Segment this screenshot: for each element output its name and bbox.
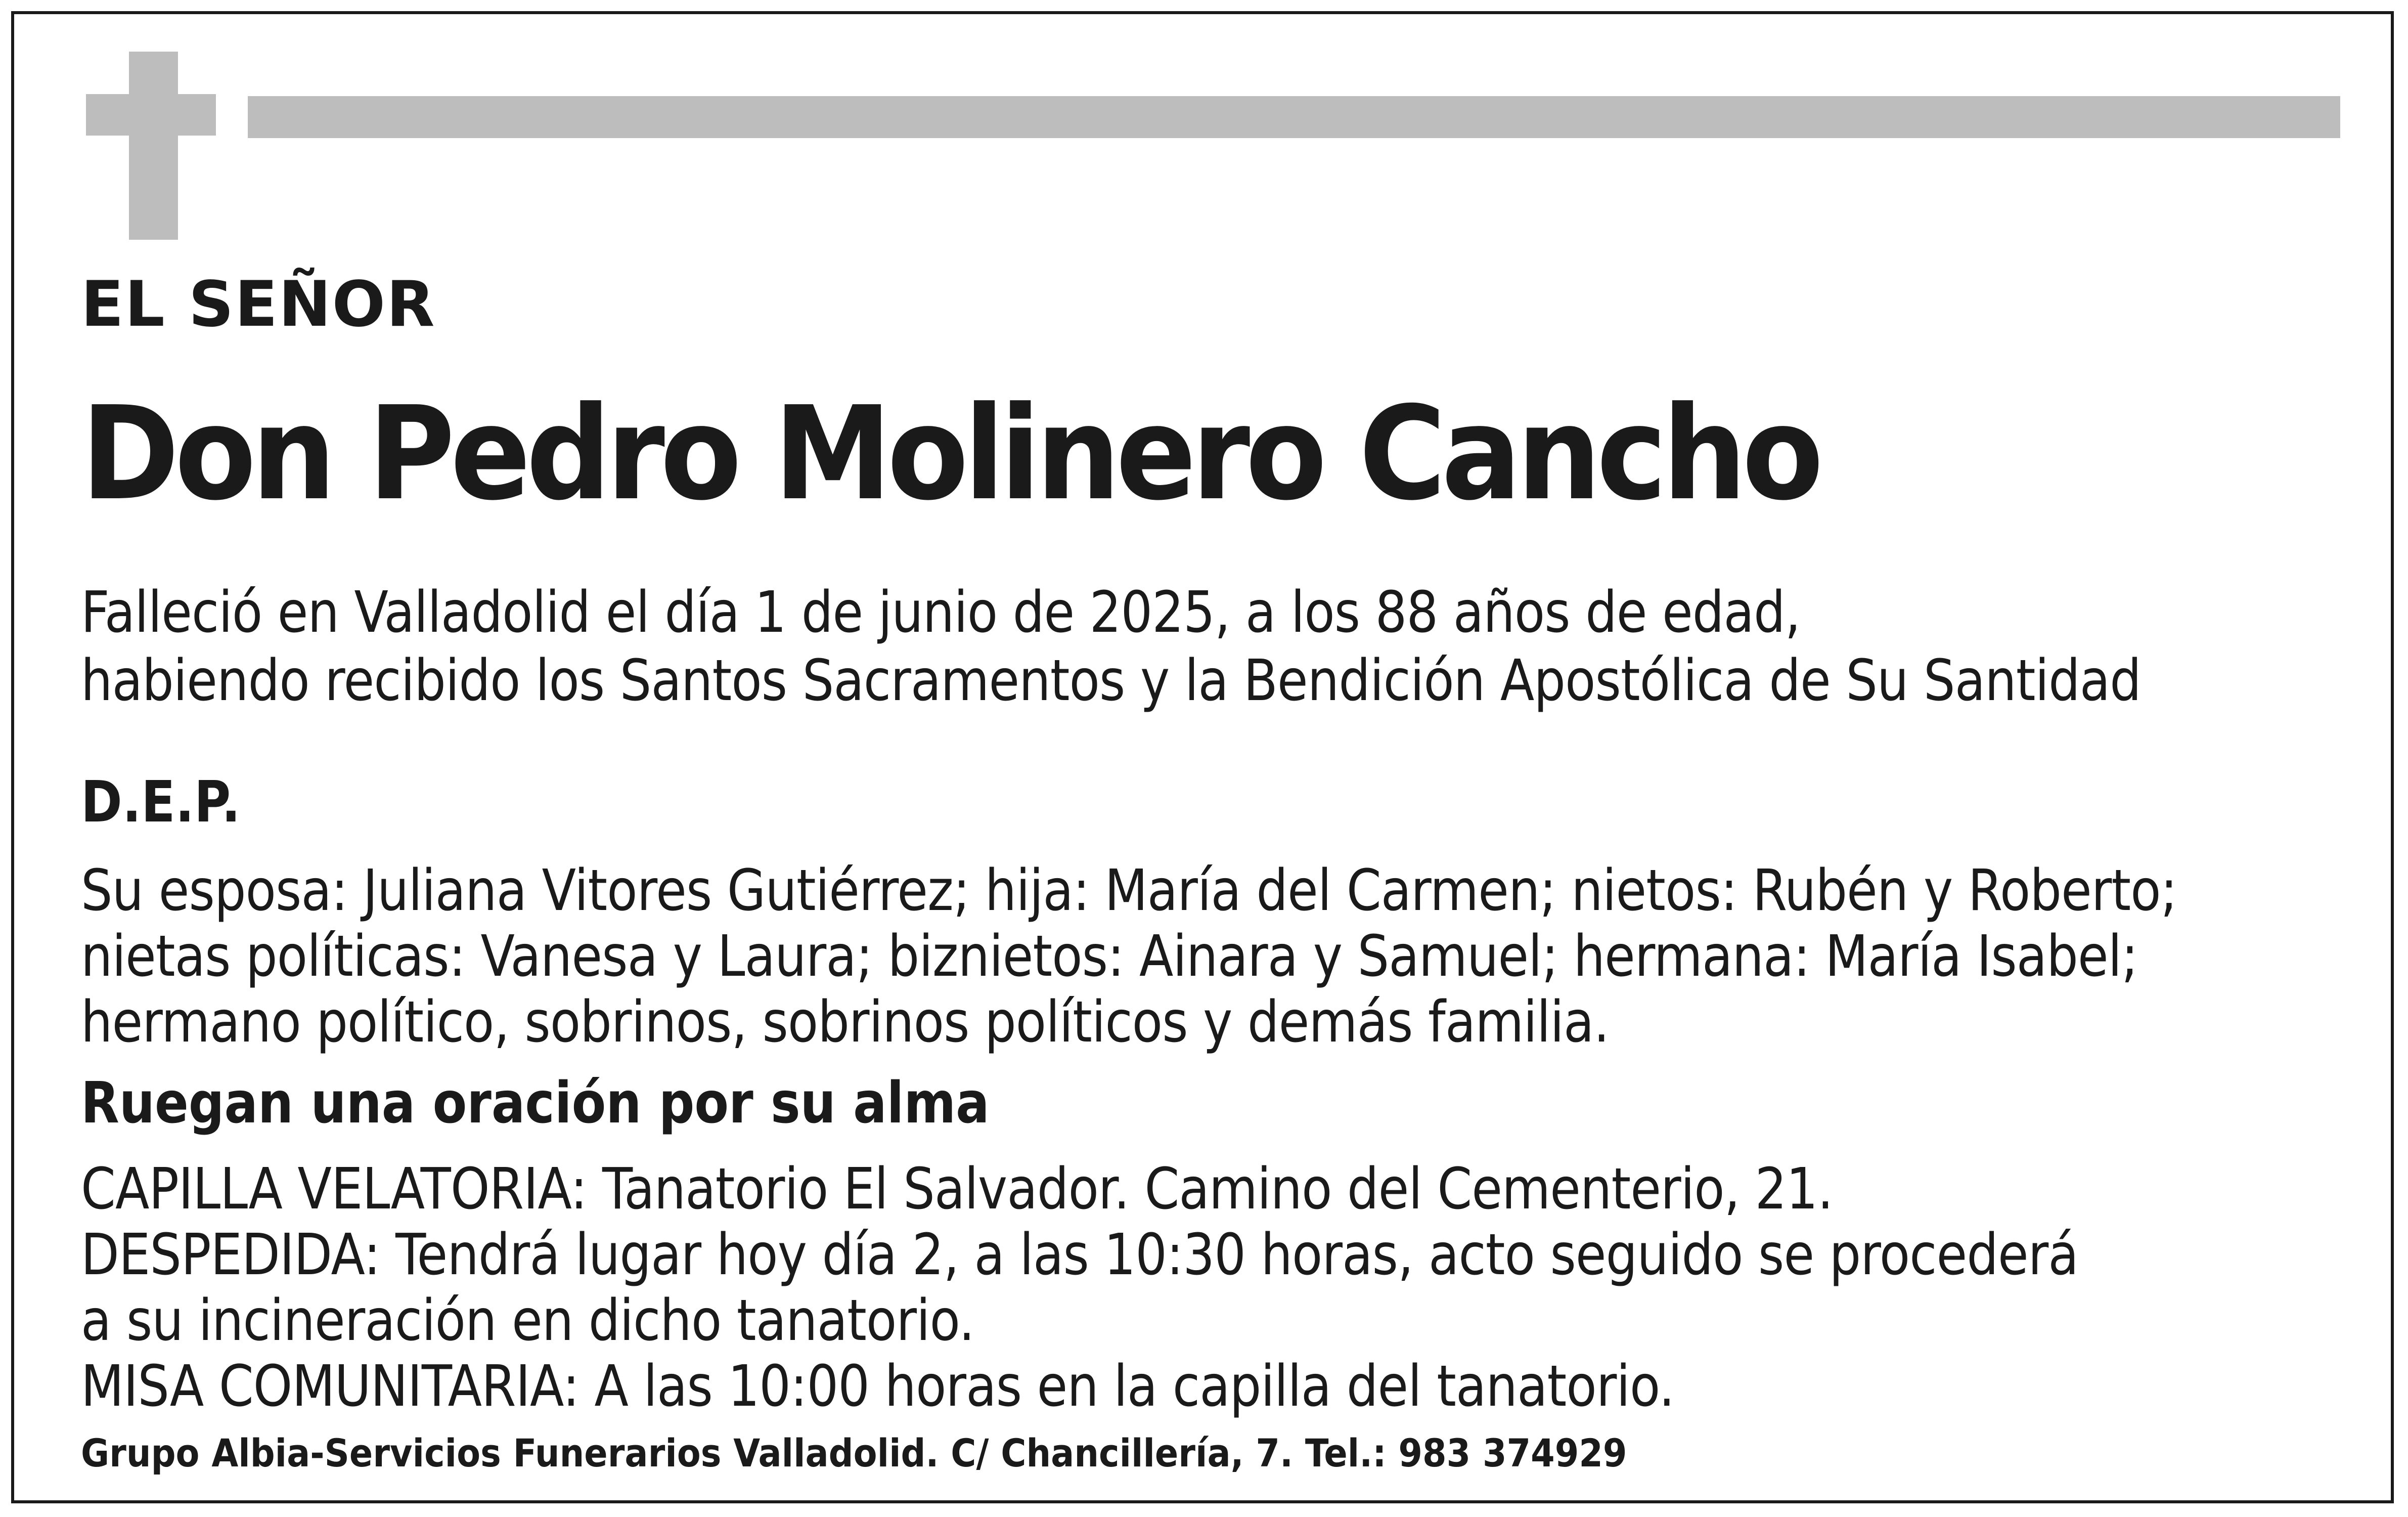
service-line-2: DESPEDIDA: Tendrá lugar hoy día 2, a las 10:30 horas, acto seguido se procederá [81, 1222, 2078, 1288]
prayer-request: Ruegan una oración por su alma [81, 1070, 990, 1136]
death-line-1: Falleció en Valladolid el día 1 de junio de 2025, a los 88 años de edad, [81, 580, 1801, 645]
service-line-1: CAPILLA VELATORIA: Tanatorio El Salvador. Camino del Cementerio, 21. [81, 1156, 1833, 1222]
cross-horizontal-bar [86, 94, 216, 136]
family-line-3: hermano político, sobrinos, sobrinos políticos y demás familia. [81, 989, 1609, 1055]
rip-label: D.E.P. [81, 769, 241, 835]
cross-vertical-bar [129, 52, 178, 240]
service-line-4: MISA COMUNITARIA: A las 10:00 horas en la capilla del tanatorio. [81, 1354, 1675, 1419]
notice-prefix: EL SEÑOR [81, 268, 436, 341]
funeral-home-footer: Grupo Albia-Servicios Funerarios Valladolid. C/ Chancillería, 7. Tel.: 983 374929 [81, 1431, 1627, 1476]
header-rule [248, 96, 2340, 138]
deceased-name: Don Pedro Molinero Cancho [81, 379, 1819, 529]
family-line-1: Su esposa: Juliana Vitores Gutiérrez; hija: María del Carmen; nietos: Rubén y Roberto; [81, 858, 2177, 924]
service-line-3: a su incineración en dicho tanatorio. [81, 1288, 974, 1354]
family-line-2: nietas políticas: Vanesa y Laura; biznietos: Ainara y Samuel; hermana: María Isabel; [81, 924, 2138, 989]
death-line-2: habiendo recibido los Santos Sacramentos y la Bendición Apostólica de Su Santidad [81, 648, 2141, 714]
